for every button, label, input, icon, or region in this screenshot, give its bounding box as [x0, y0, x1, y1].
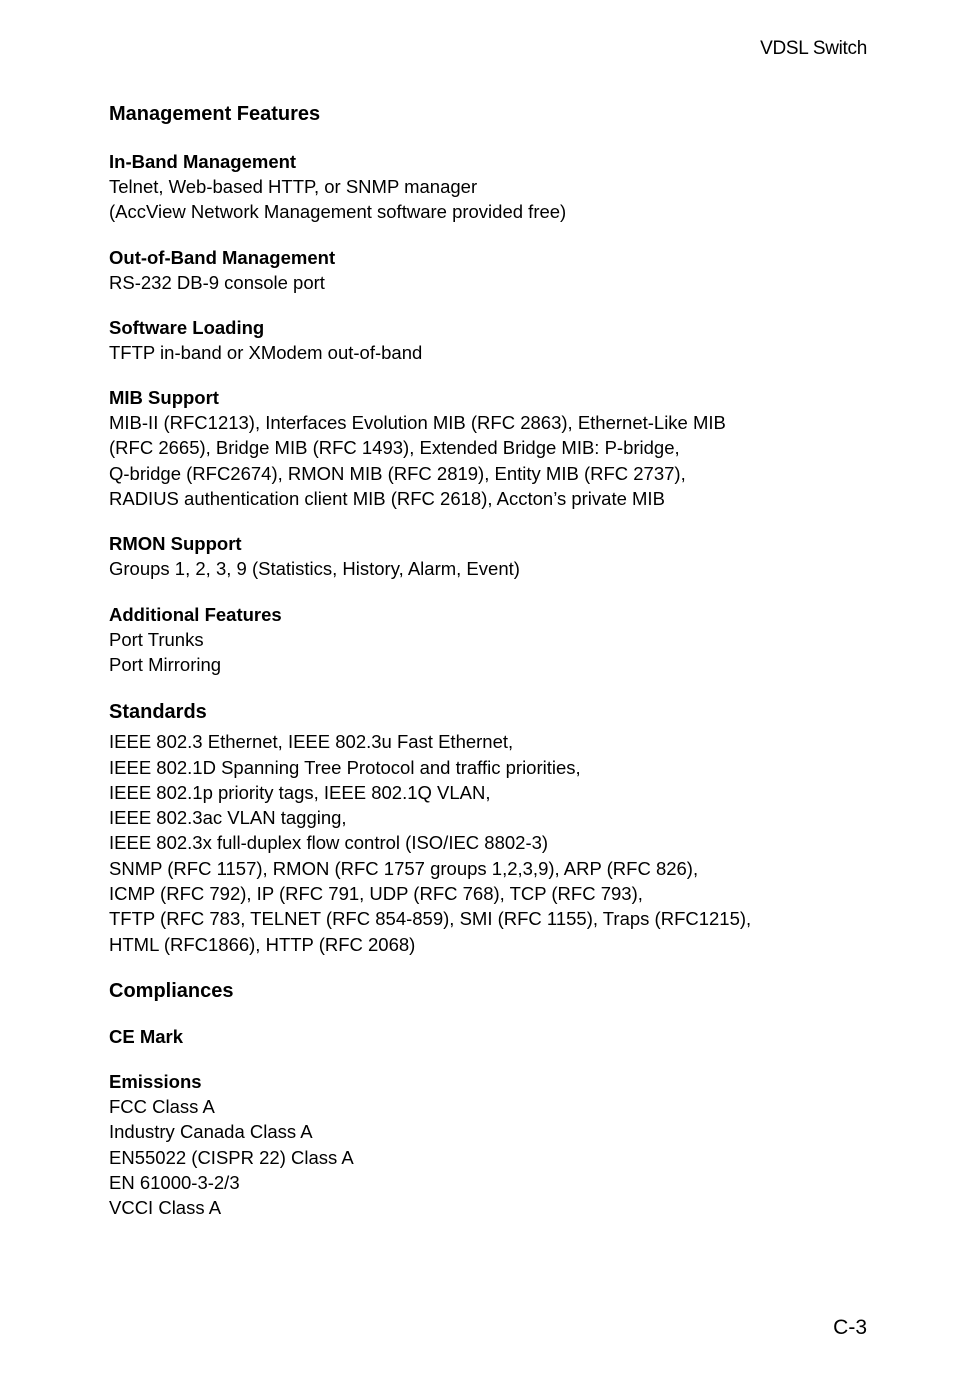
mib-support-line: (RFC 2665), Bridge MIB (RFC 1493), Extended Bridge MIB: P-bridge,: [109, 437, 680, 459]
emissions-line: EN 61000-3-2/3: [109, 1171, 240, 1193]
out-of-band-line: RS-232 DB-9 console port: [109, 271, 325, 293]
standards-line: HTML (RFC1866), HTTP (RFC 2068): [109, 933, 416, 955]
additional-features-section: [109, 602, 869, 678]
emissions-line: VCCI Class A: [109, 1197, 222, 1219]
additional-features-line: Port Mirroring: [109, 653, 222, 675]
mib-support-line: RADIUS authentication client MIB (RFC 2618), Accton’s private MIB: [109, 488, 665, 510]
standards-line: TFTP (RFC 783, TELNET (RFC 854-859), SMI (RFC 1155), Traps (RFC1215),: [109, 908, 752, 930]
running-header: VDSL Switch: [760, 38, 867, 59]
standards-list: [109, 729, 869, 957]
emissions-line: Industry Canada Class A: [109, 1121, 313, 1143]
standards-line: IEEE 802.3ac VLAN tagging,: [109, 807, 347, 829]
mib-support-line: Q-bridge (RFC2674), RMON MIB (RFC 2819), Entity MIB (RFC 2737),: [109, 462, 686, 484]
in-band-line: (AccView Network Management software provided free): [109, 201, 567, 223]
in-band-management-section: [109, 149, 869, 225]
standards-line: IEEE 802.1p priority tags, IEEE 802.1Q VLAN,: [109, 781, 491, 803]
standards-line: IEEE 802.1D Spanning Tree Protocol and traffic priorities,: [109, 756, 581, 778]
standards-line: IEEE 802.3 Ethernet, IEEE 802.3u Fast Ethernet,: [109, 731, 514, 753]
page-content: [109, 101, 869, 1240]
compliances-heading: Compliances: [109, 979, 234, 1002]
software-loading-line: TFTP in-band or XModem out-of-band: [109, 341, 423, 363]
standards-line: ICMP (RFC 792), IP (RFC 791, UDP (RFC 768), TCP (RFC 793),: [109, 883, 643, 905]
out-of-band-management-heading: Out-of-Band Management: [109, 246, 336, 268]
mib-support-section: [109, 385, 869, 511]
emissions-line: FCC Class A: [109, 1095, 215, 1117]
rmon-support-heading: RMON Support: [109, 533, 242, 555]
standards-heading: Standards: [109, 701, 207, 724]
rmon-support-line: Groups 1, 2, 3, 9 (Statistics, History, Alarm, Event): [109, 558, 520, 580]
in-band-management-heading: In-Band Management: [109, 151, 297, 172]
additional-features-heading: Additional Features: [109, 603, 282, 625]
software-loading-heading: Software Loading: [109, 316, 265, 338]
in-band-line: Telnet, Web-based HTTP, or SNMP manager: [109, 176, 478, 197]
mib-support-line: MIB-II (RFC1213), Interfaces Evolution MIB (RFC 2863), Ethernet-Like MIB: [109, 412, 726, 434]
additional-features-line: Port Trunks: [109, 628, 204, 650]
emissions-section: [109, 1069, 869, 1220]
ce-mark-section: [109, 1024, 869, 1049]
management-features-heading: Management Features: [109, 103, 321, 125]
mib-support-heading: MIB Support: [109, 387, 219, 409]
rmon-support-section: [109, 531, 869, 581]
emissions-heading: Emissions: [109, 1070, 202, 1092]
software-loading-section: [109, 315, 869, 365]
page-number: C-3: [833, 1316, 867, 1339]
emissions-line: EN55022 (CISPR 22) Class A: [109, 1146, 354, 1168]
standards-line: SNMP (RFC 1157), RMON (RFC 1757 groups 1,2,3,9), ARP (RFC 826),: [109, 857, 699, 879]
standards-line: IEEE 802.3x full-duplex flow control (ISO/IEC 8802-3): [109, 832, 549, 854]
ce-mark-heading: CE Mark: [109, 1025, 184, 1047]
out-of-band-management-section: [109, 245, 869, 295]
